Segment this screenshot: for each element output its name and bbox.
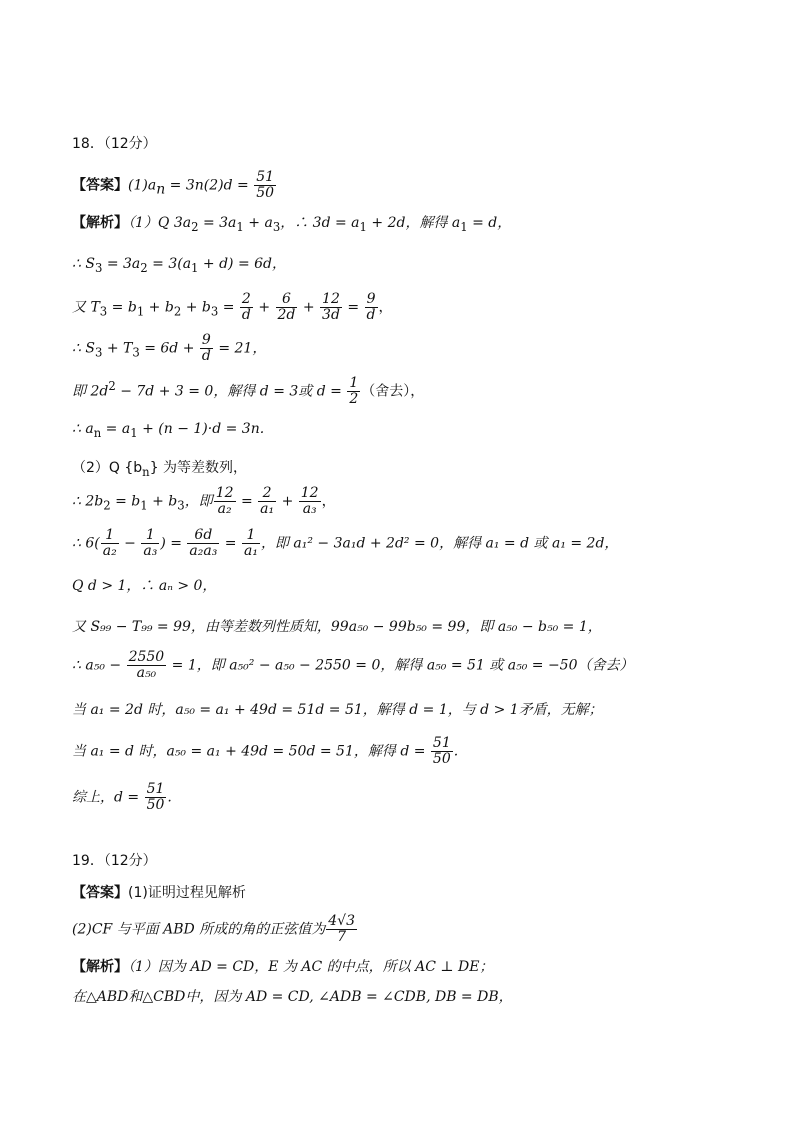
- fraction: $\frac{51}{50}$: [256, 169, 275, 201]
- q18-analysis-line15: 综上，d = $\frac{51}{50}$ .: [72, 781, 172, 813]
- q18-analysis-line3: 又 $T_3 = b_1 + b_2 + b_3$ = $\frac{2}{d}$ + $\frac{6}{2d}$ + $\frac{12}{3d}$ = $\frac{9}{d}$ ，: [72, 291, 393, 323]
- answer-label: 【答案】: [72, 177, 128, 194]
- analysis-label: 【解析】: [72, 215, 128, 231]
- q18-analysis-line11: 又 S₉₉ − T₉₉ = 99，由等差数列性质知，99a₅₀ − 99b₅₀ = 99，即 a₅₀ − b₅₀ = 1，: [72, 619, 602, 635]
- answer-label: 【答案】: [72, 885, 128, 901]
- q18-analysis-line13: 当 a₁ = 2d 时，a₅₀ = a₁ + 49d = 51d = 51，解得 d = 1，与 d > 1矛盾，无解；: [72, 702, 603, 718]
- q18-analysis-line12: ∴ a₅₀ − $\frac{2550}{\text{a₅₀}}$ = 1，即 a₅₀² − a₅₀ − 2550 = 0，解得 a₅₀ = 51 或 a₅₀ = −50（舍去）: [72, 649, 634, 681]
- q18-analysis-line14: 当 a₁ = d 时，a₅₀ = a₁ + 49d = 50d = 51，解得 d = $\frac{51}{50}$ .: [72, 735, 459, 767]
- q19-answer: 【答案】(1)证明过程见解析: [72, 885, 246, 901]
- q18-analysis-line4: ∴ $S_3 + T_3 = 6d$ + $\frac{9}{d}$ = 21，: [72, 332, 267, 364]
- q18-analysis-line1: 【解析】（1）Q $3a_2 = 3a_1 + a_3$，∴ $3d = a_1 + 2d$，解得 $a_1 = d$，: [72, 215, 512, 234]
- q18-header: 18．（12分）: [72, 136, 157, 152]
- q19-answer-part2: (2)CF 与平面 ABD 所成的角的正弦值为 $\frac{4√3}{7}$: [72, 913, 355, 945]
- q19-analysis-line2: 在△ABD和△CBD中，因为 AD = CD, ∠ADB = ∠CDB, DB = DB，: [72, 989, 513, 1005]
- q18-analysis-line6: ∴ $a_n = a_1 + (n - 1)\cdot d = 3n$.: [72, 421, 265, 440]
- q19-analysis-line1: 【解析】（1）因为 AD = CD，E 为 AC 的中点，所以 AC ⊥ DE；: [72, 959, 494, 975]
- q18-answer: 【答案】$(1)a_n = 3n(2)d$ = $\frac{51}{50}$: [72, 169, 275, 201]
- analysis-label: 【解析】: [72, 959, 128, 975]
- q18-analysis-line2: ∴ $S_3 = 3a_2 = 3(a_1 + d) = 6d$，: [72, 256, 287, 275]
- q18-analysis-line5: 即 $2d^2 - 7d + 3 = 0$，解得 d = 3或 d = $\frac{1}{2}$ （舍去），: [72, 375, 425, 407]
- q18-analysis-line7: （2）Q $\{b_n\}$ 为等差数列，: [72, 460, 248, 479]
- q18-analysis-line9: ∴ 6( $\frac{1}{\text{a₂}}$ − $\frac{1}{\text{a₃}}$ ) = $\frac{6d}{\text{a₂a₃}}$ = $\frac{1}{\text{a₁}}$ ，即 a₁² − 3a₁d + 2d² = 0，解得 a₁ = d 或 a₁ = 2d，: [72, 527, 619, 559]
- q19-header: 19．（12分）: [72, 853, 157, 869]
- q18-analysis-line8: ∴ $2b_2 = b_1 + b_3$，即 $\frac{12}{\text{a₂}}$ = $\frac{2}{\text{a₁}}$ + $\frac{12}{\text{a₃}}$ ，: [72, 485, 336, 517]
- q18-analysis-line10: Q d > 1，∴ aₙ > 0，: [72, 578, 217, 594]
